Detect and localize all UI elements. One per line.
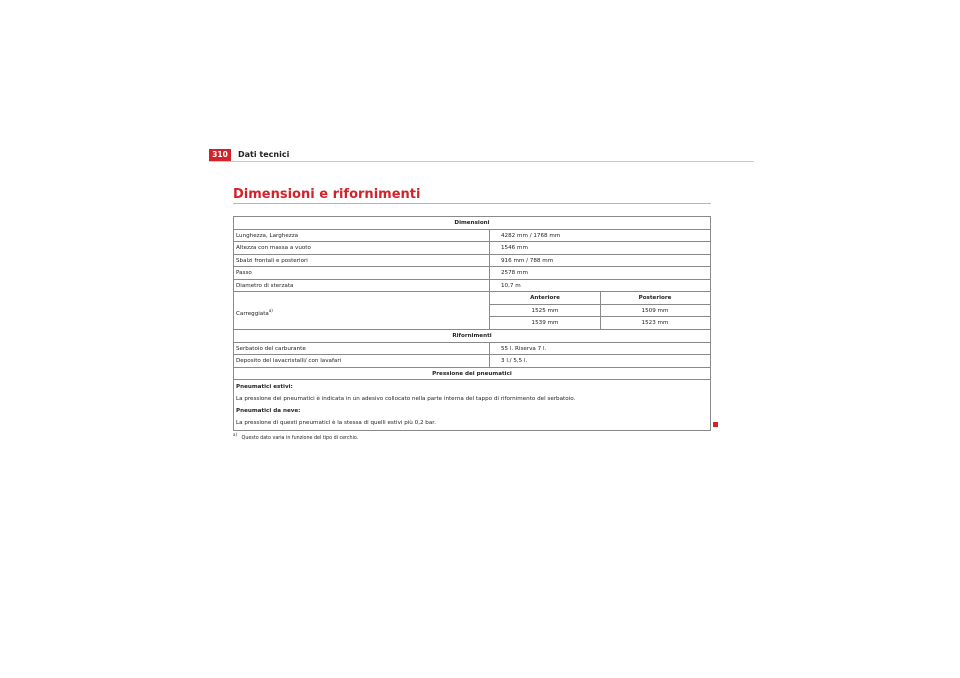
footnote-text: Questo dato varia in funzione del tipo di cerchio. [241,435,359,441]
track-row [234,292,710,330]
header-rule [209,161,754,162]
table-row [234,267,710,280]
row-value: 3 l./ 5,5 l. [501,358,528,364]
dimensions-heading: Dimensioni [234,217,710,230]
summer-tire-text: La pressione dei pneumatici è indicata in un adesivo collocato nella parte interna del tappo di rifornimento del serbatoio. [236,396,576,402]
row-label: Sbalzi frontali e posteriori [236,257,308,264]
row-label: Passo [236,270,252,276]
table-row [234,242,710,255]
track-value-row [490,305,710,318]
running-head: Dati tecnici [238,150,290,159]
track-header-row [490,292,710,305]
row-value: 1546 mm [501,245,528,251]
row-label: Altezza con massa a vuoto [236,245,311,251]
row-value: 4282 mm / 1768 mm [501,232,561,239]
track-col-rear: Posteriore [638,295,672,301]
tire-pressure-block [234,380,710,430]
tire-heading: Pressione dei pneumatici [234,368,710,381]
track-col-front: Anteriore [530,295,560,301]
table-row [234,230,710,243]
section-end-mark [713,422,718,427]
summer-tire-label: Pneumatici estivi: [236,384,293,390]
track-front-value: 1539 mm [531,320,559,326]
track-rear-value: 1509 mm [641,307,669,314]
refill-heading: Rifornimenti [234,330,710,343]
spec-table [233,216,711,431]
table-row [234,355,710,368]
table-row [234,280,710,293]
section-title: Dimensioni e rifornimenti [233,187,421,202]
row-value: 55 l. Riserva 7 l. [501,345,547,352]
track-rear-value: 1523 mm [641,320,669,326]
row-label: Serbatoio del carburante [236,345,306,352]
table-row [234,343,710,356]
winter-tire-label: Pneumatici da neve: [236,408,301,414]
track-value-row [490,317,710,330]
footnote [233,431,358,443]
row-label: Lunghezza, Larghezza [236,232,299,239]
track-label: Carreggiata$^{a)}$ [236,308,273,317]
page-number: 310 [209,149,231,161]
row-value: 916 mm / 788 mm [501,257,554,264]
title-rule [233,203,711,204]
row-label: Deposito del lavacristalli/ con lavafari [236,358,342,364]
track-front-value: 1525 mm [531,307,559,314]
row-value: 2578 mm [501,270,528,276]
winter-tire-text: La pressione di questi pneumatici è la stessa di quelli estivi più 0,2 bar. [236,420,436,426]
footnote-mark: a) [268,308,273,313]
row-value: 10,7 m [501,282,521,289]
footnote-mark: a) [233,432,238,437]
row-label: Diametro di sterzata [236,282,294,289]
table-row [234,255,710,268]
